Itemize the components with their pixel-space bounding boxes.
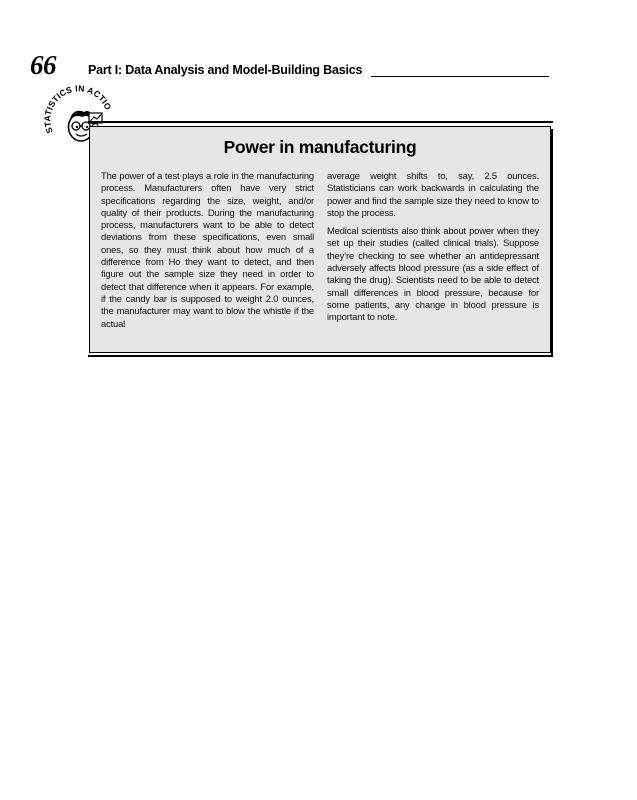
- sidebar-shadow: [551, 129, 553, 355]
- sidebar-paragraph: average weight shifts to, say, 2.5 ounces. Statisticians can work backwards in calculating the power and find the sample size they need to know to stop the process.: [327, 170, 539, 218]
- sidebar-right-column: [327, 170, 539, 330]
- sidebar-top-rule: [88, 121, 553, 123]
- sidebar-paragraph: Medical scientists also think about power when they set up their studies (called clinical trials). Suppose they’re checking to see whether an antidepressant adversely affects blood pressure (as a side effect of taking the drug). Scientists need to be able to detect small differences in blood pressure, because for some patients, any change in blood pressure is important to note.: [327, 225, 539, 323]
- sidebar-title: Power in manufacturing: [223, 137, 417, 157]
- running-head: Part I: Data Analysis and Model-Building Basics: [88, 63, 363, 77]
- sidebar-left-column: [101, 170, 314, 336]
- page-number: 66: [30, 50, 56, 80]
- running-head-rule: [371, 76, 549, 77]
- badge-label: S ISTICS IN ACTIO: [44, 83, 114, 135]
- sidebar-bottom-rule: [88, 355, 553, 357]
- sidebar-paragraph: The power of a test plays a role in the manufacturing process. Manufacturers often have very strict specifications regarding the size, weight, and/or quality of their products. During the manufacturing process, manufacturers want to be able to detect deviations from these specifications, even small ones, so they must think about how much of a difference from Ho they want to detect, and then figure out the sample size they need in order to detect that difference when it appears. For example, if the candy bar is supposed to weight 2.0 ounces, the manufacturer may want to blow the whistle if the actual: [101, 170, 314, 329]
